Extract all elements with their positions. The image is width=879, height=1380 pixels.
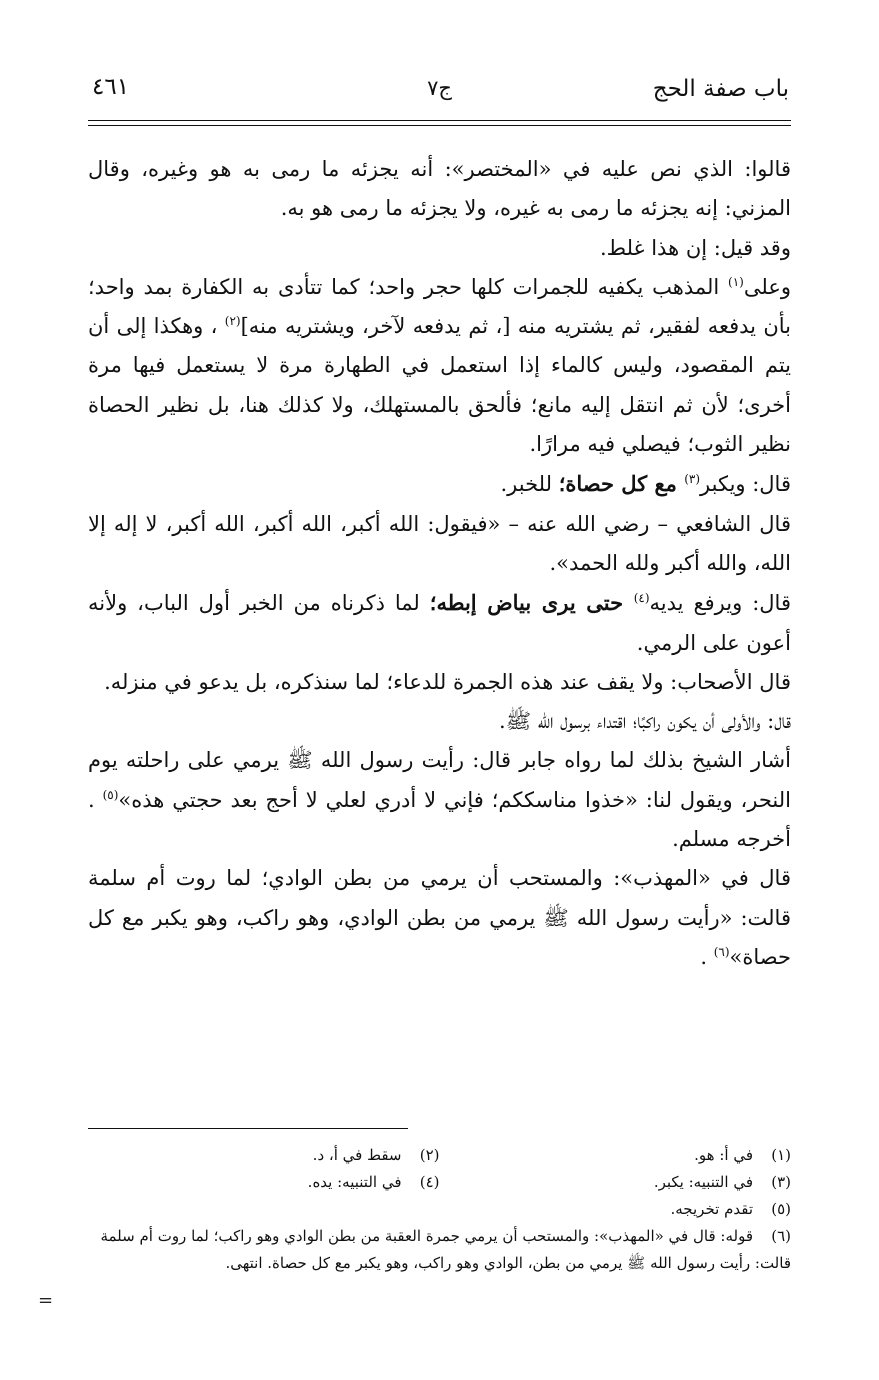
footnote-text: قوله: قال في «المهذب»: والمستحب أن يرمي جمرة العقبة من بطن الوادي وهو راكب؛ لما روت أم سلمة قالت: رأيت رسول الله ﷺ يرمي من بطن، الوادي وهو راكب، وهو يكبر مع كل حصاة. انتهى. bbox=[100, 1227, 791, 1272]
paragraph-5: قال الشافعي – رضي الله عنه – «فيقول: الله أكبر، الله أكبر، الله أكبر، لا إله إلا الله، والله أكبر ولله الحمد». bbox=[88, 511, 791, 575]
text-run: . أخرجه مسلم. bbox=[88, 787, 791, 852]
footnote-ref: (٢) bbox=[224, 314, 241, 329]
footnote-ref: (١) bbox=[728, 274, 744, 289]
footnote-number: (٤) bbox=[419, 1173, 440, 1191]
volume-label: ج٧ bbox=[427, 76, 452, 100]
chapter-title: باب صفة الحج bbox=[652, 76, 789, 102]
footnote-2 bbox=[88, 1142, 440, 1169]
footnote-5 bbox=[88, 1196, 791, 1223]
bold-text: حتى يرى بياض إبطه؛ bbox=[429, 590, 634, 616]
page-header bbox=[90, 70, 789, 114]
text-run: وعلى bbox=[743, 274, 791, 299]
footnote-ref: (٤) bbox=[633, 591, 650, 606]
footnote-number: (٣) bbox=[771, 1173, 791, 1191]
text-run: للخبر. bbox=[500, 472, 559, 497]
footnote-text: في أ: هو. bbox=[694, 1146, 753, 1164]
footnote-number: (١) bbox=[771, 1146, 791, 1164]
footnote-ref: (٥) bbox=[102, 787, 119, 802]
paragraph-2: وقد قيل: إن هذا غلط. bbox=[600, 235, 791, 260]
bold-text: مع كل حصاة؛ bbox=[558, 471, 685, 497]
footnote-text: في التنبيه: يده. bbox=[307, 1173, 402, 1191]
paragraph-10 bbox=[88, 859, 791, 977]
footnotes bbox=[88, 1142, 791, 1277]
footnote-text: تقدم تخريجه. bbox=[670, 1200, 753, 1218]
footnote-number: (٦) bbox=[771, 1227, 791, 1245]
text-run: . bbox=[700, 944, 714, 969]
text-run: أشار الشيخ بذلك لما رواه جابر قال: رأيت رسول الله ﷺ يرمي على راحلته يوم النحر، ويقول لنا: «خذوا مناسككم؛ فإني لا أدري لعلي لا أحج بعد حجتي هذه» bbox=[88, 748, 791, 812]
text-run: لما ذكرناه من الخبر أول الباب، ولأنه أعون على الرمي. bbox=[88, 591, 791, 655]
footnote-number: (٢) bbox=[419, 1146, 440, 1164]
footnote-1 bbox=[440, 1142, 792, 1169]
paragraph-7: قال الأصحاب: ولا يقف عند هذه الجمرة للدعاء؛ لما سنذكره، بل يدعو في منزله. bbox=[104, 669, 791, 694]
main-text bbox=[88, 150, 791, 977]
paragraph-9 bbox=[88, 741, 791, 859]
paragraph-4 bbox=[88, 464, 791, 504]
text-run: ، وهكذا إلى أن يتم المقصود، وليس كالماء إذا استعمل في الطهارة مرة لا يستعمل فيها مرة أخرى؛ لأن ثم انتقل إليه مانع؛ فألحق بالمستهلك، ولا كذلك هنا، بل نظير الحصاة نظير الثوب؛ فيصلي فيه مرارًا. bbox=[88, 314, 791, 457]
paragraph-3 bbox=[88, 268, 791, 464]
footnote-text: سقط في أ، د. bbox=[312, 1146, 402, 1164]
footnote-number: (٥) bbox=[771, 1200, 791, 1218]
header-rule-thin bbox=[88, 125, 791, 126]
footnote-ref: (٦) bbox=[713, 944, 730, 959]
paragraph-6 bbox=[88, 583, 791, 663]
footnotes-grid bbox=[88, 1142, 791, 1196]
text-run: قال: ويرفع يديه bbox=[649, 591, 791, 616]
paragraph-1: قالوا: الذي نص عليه في «المختصر»: أنه يجزئه ما رمى به هو وغيره، وقال المزني: إنه يجزئه ما رمى به غيره، ولا يجزئه ما رمى هو به. bbox=[88, 157, 791, 221]
footnote-4 bbox=[88, 1169, 440, 1196]
footnote-separator bbox=[88, 1128, 408, 1129]
header-rule-thick bbox=[88, 120, 791, 121]
paragraph-8: قال: والأولى أن يكون راكبًا؛ اقتداء برسول الله ﷺ. bbox=[499, 709, 791, 734]
footnote-ref: (٣) bbox=[684, 472, 701, 487]
footnote-text: في التنبيه: يكبر. bbox=[653, 1173, 753, 1191]
footnote-6 bbox=[88, 1223, 791, 1277]
text-run: قال: ويكبر bbox=[700, 472, 791, 497]
footnote-3 bbox=[440, 1169, 792, 1196]
margin-mark: = bbox=[38, 1290, 54, 1311]
text-run: المذهب يكفيه للجمرات كلها حجر واحد؛ كما تتأدى به الكفارة بمد واحد؛ بأن يدفعه لفقير، ثم يشتريه منه [، ثم يدفعه لآخر، ويشتريه منه] bbox=[88, 274, 791, 339]
text-run: قال في «المهذب»: والمستحب أن يرمي من بطن الوادي؛ لما روت أم سلمة قالت: «رأيت رسول الله ﷺ يرمي من بطن الوادي، وهو راكب، وهو يكبر مع كل حصاة» bbox=[88, 866, 791, 969]
page-number: ٤٦١ bbox=[92, 74, 130, 100]
